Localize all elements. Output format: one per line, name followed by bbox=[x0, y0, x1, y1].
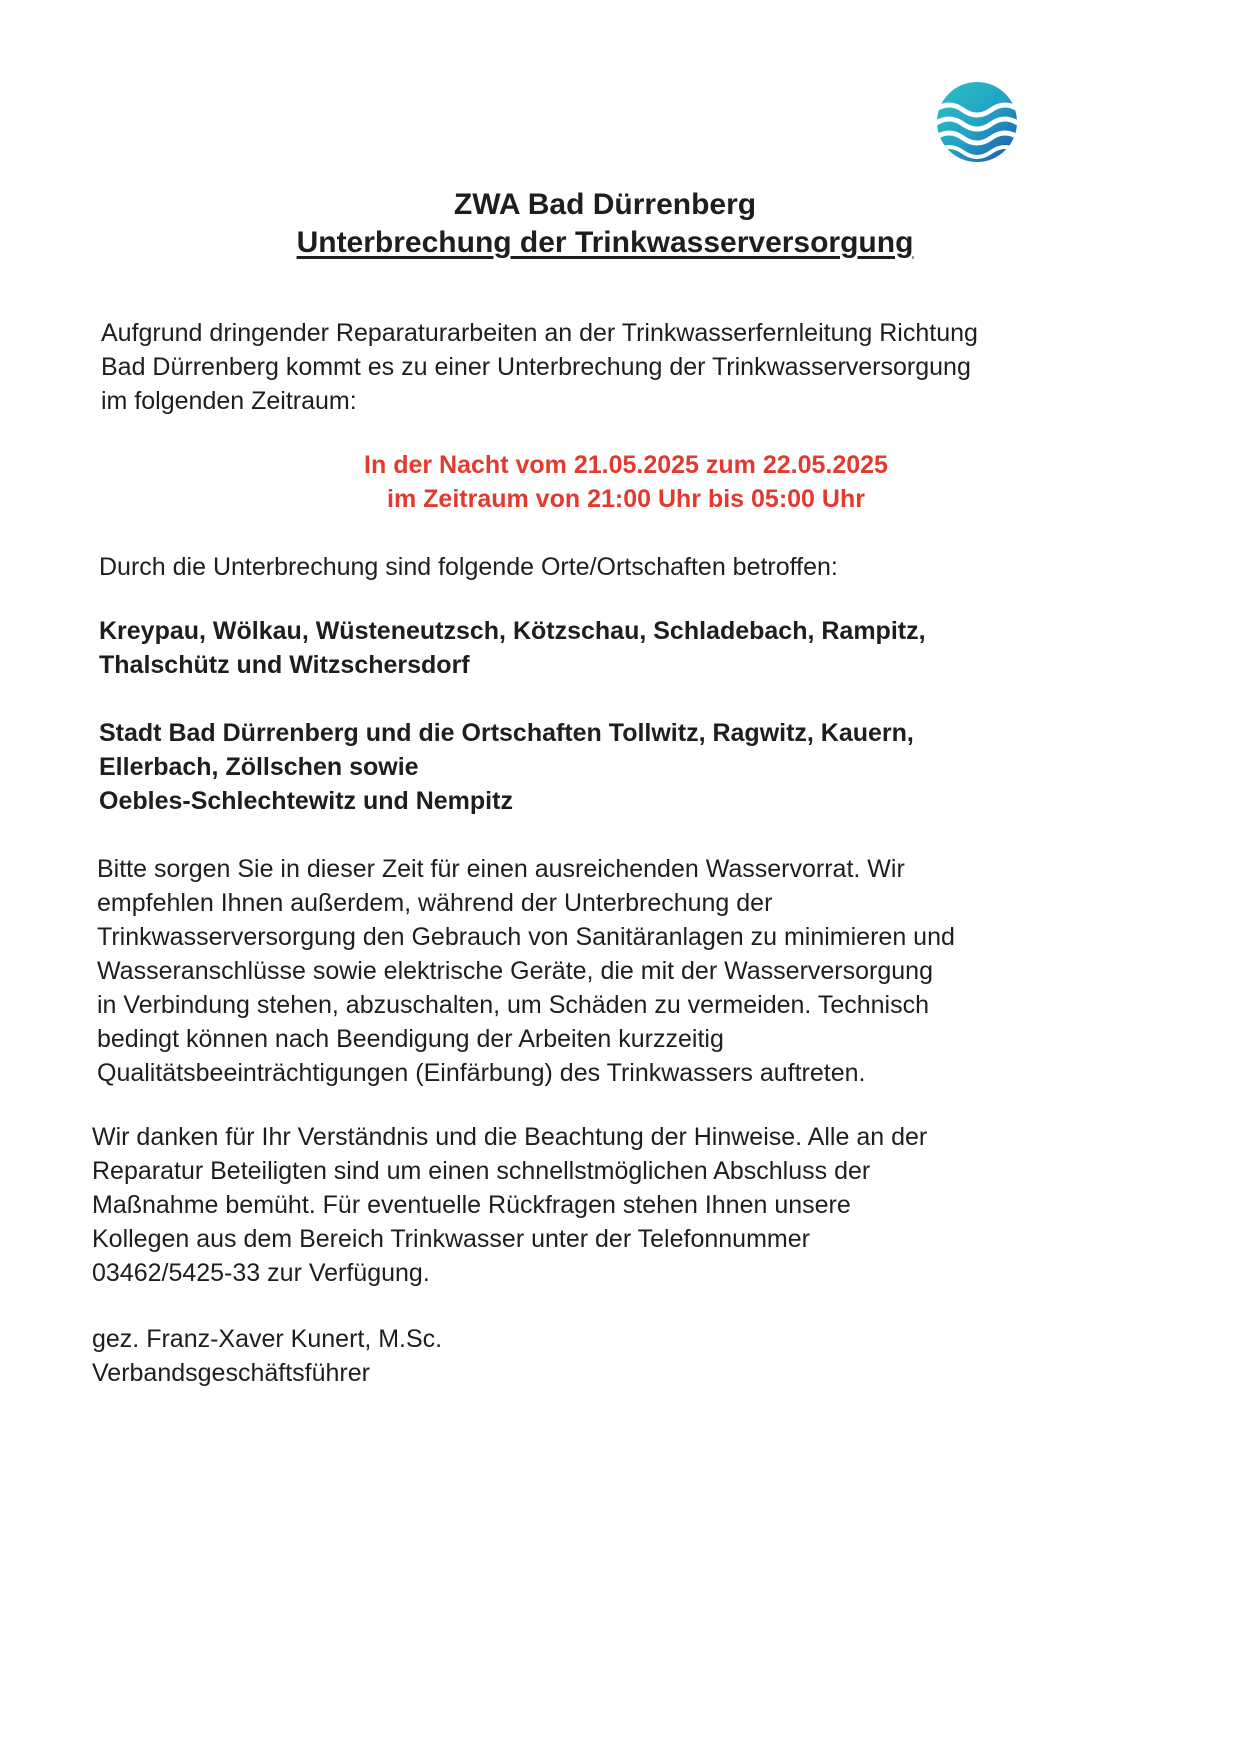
affected-places-group-2 bbox=[99, 716, 1149, 818]
page-title: ZWA Bad Dürrenberg bbox=[453, 188, 757, 221]
intro-line: Bad Dürrenberg kommt es zu einer Unterbrechung der Trinkwasserversorgung bbox=[101, 353, 971, 381]
places-line: Oebles-Schlechtewitz und Nempitz bbox=[99, 787, 513, 815]
advice-line: bedingt können nach Beendigung der Arbeiten kurzzeitig bbox=[97, 1025, 724, 1053]
places-line: Ellerbach, Zöllschen sowie bbox=[99, 753, 419, 781]
page-subtitle: Unterbrechung der Trinkwasserversorgung bbox=[296, 226, 914, 259]
thanks-line: Kollegen aus dem Bereich Trinkwasser unter der Telefonnummer bbox=[92, 1225, 810, 1253]
notice-time-line: im Zeitraum von 21:00 Uhr bis 05:00 Uhr bbox=[387, 485, 865, 513]
title-block bbox=[0, 186, 1210, 262]
advice-line: Qualitätsbeeinträchtigungen (Einfärbung) des Trinkwassers auftreten. bbox=[97, 1059, 866, 1087]
water-waves-icon bbox=[935, 80, 1019, 164]
thanks-line: Wir danken für Ihr Verständnis und die Beachtung der Hinweise. Alle an der bbox=[92, 1123, 928, 1151]
places-line: Thalschütz und Witzschersdorf bbox=[99, 651, 470, 679]
outage-period-notice bbox=[0, 448, 1240, 516]
intro-line: im folgenden Zeitraum: bbox=[101, 387, 357, 415]
signature-name: gez. Franz-Xaver Kunert, M.Sc. bbox=[92, 1325, 443, 1353]
thanks-line: Reparatur Beteiligten sind um einen schnellstmöglichen Abschluss der bbox=[92, 1157, 871, 1185]
zwa-logo bbox=[935, 80, 1019, 164]
places-line: Stadt Bad Dürrenberg und die Ortschaften Tollwitz, Ragwitz, Kauern, bbox=[99, 719, 914, 747]
affected-intro bbox=[99, 550, 1149, 584]
advice-line: empfehlen Ihnen außerdem, während der Unterbrechung der bbox=[97, 889, 773, 917]
affected-intro-line: Durch die Unterbrechung sind folgende Orte/Ortschaften betroffen: bbox=[99, 553, 838, 581]
phone-number-line: 03462/5425-33 zur Verfügung. bbox=[92, 1259, 430, 1287]
signature-block bbox=[92, 1322, 792, 1390]
notice-date-line: In der Nacht vom 21.05.2025 zum 22.05.2025 bbox=[364, 451, 888, 479]
intro-paragraph bbox=[101, 316, 1151, 418]
advice-line: in Verbindung stehen, abzuschalten, um Schäden zu vermeiden. Technisch bbox=[97, 991, 930, 1019]
advice-line: Bitte sorgen Sie in dieser Zeit für einen ausreichenden Wasservorrat. Wir bbox=[97, 855, 905, 883]
intro-line: Aufgrund dringender Reparaturarbeiten an der Trinkwasserfernleitung Richtung bbox=[101, 319, 978, 347]
thanks-line: Maßnahme bemüht. Für eventuelle Rückfragen stehen Ihnen unsere bbox=[92, 1191, 851, 1219]
affected-places-group-1 bbox=[99, 614, 1149, 682]
advice-paragraph bbox=[97, 852, 1157, 1090]
thanks-paragraph bbox=[92, 1120, 1152, 1290]
advice-line: Wasseranschlüsse sowie elektrische Geräte, die mit der Wasserversorgung bbox=[97, 957, 933, 985]
places-line: Kreypau, Wölkau, Wüsteneutzsch, Kötzschau, Schladebach, Rampitz, bbox=[99, 617, 926, 645]
advice-line: Trinkwasserversorgung den Gebrauch von Sanitäranlagen zu minimieren und bbox=[97, 923, 955, 951]
signature-role: Verbandsgeschäftsführer bbox=[92, 1359, 370, 1387]
